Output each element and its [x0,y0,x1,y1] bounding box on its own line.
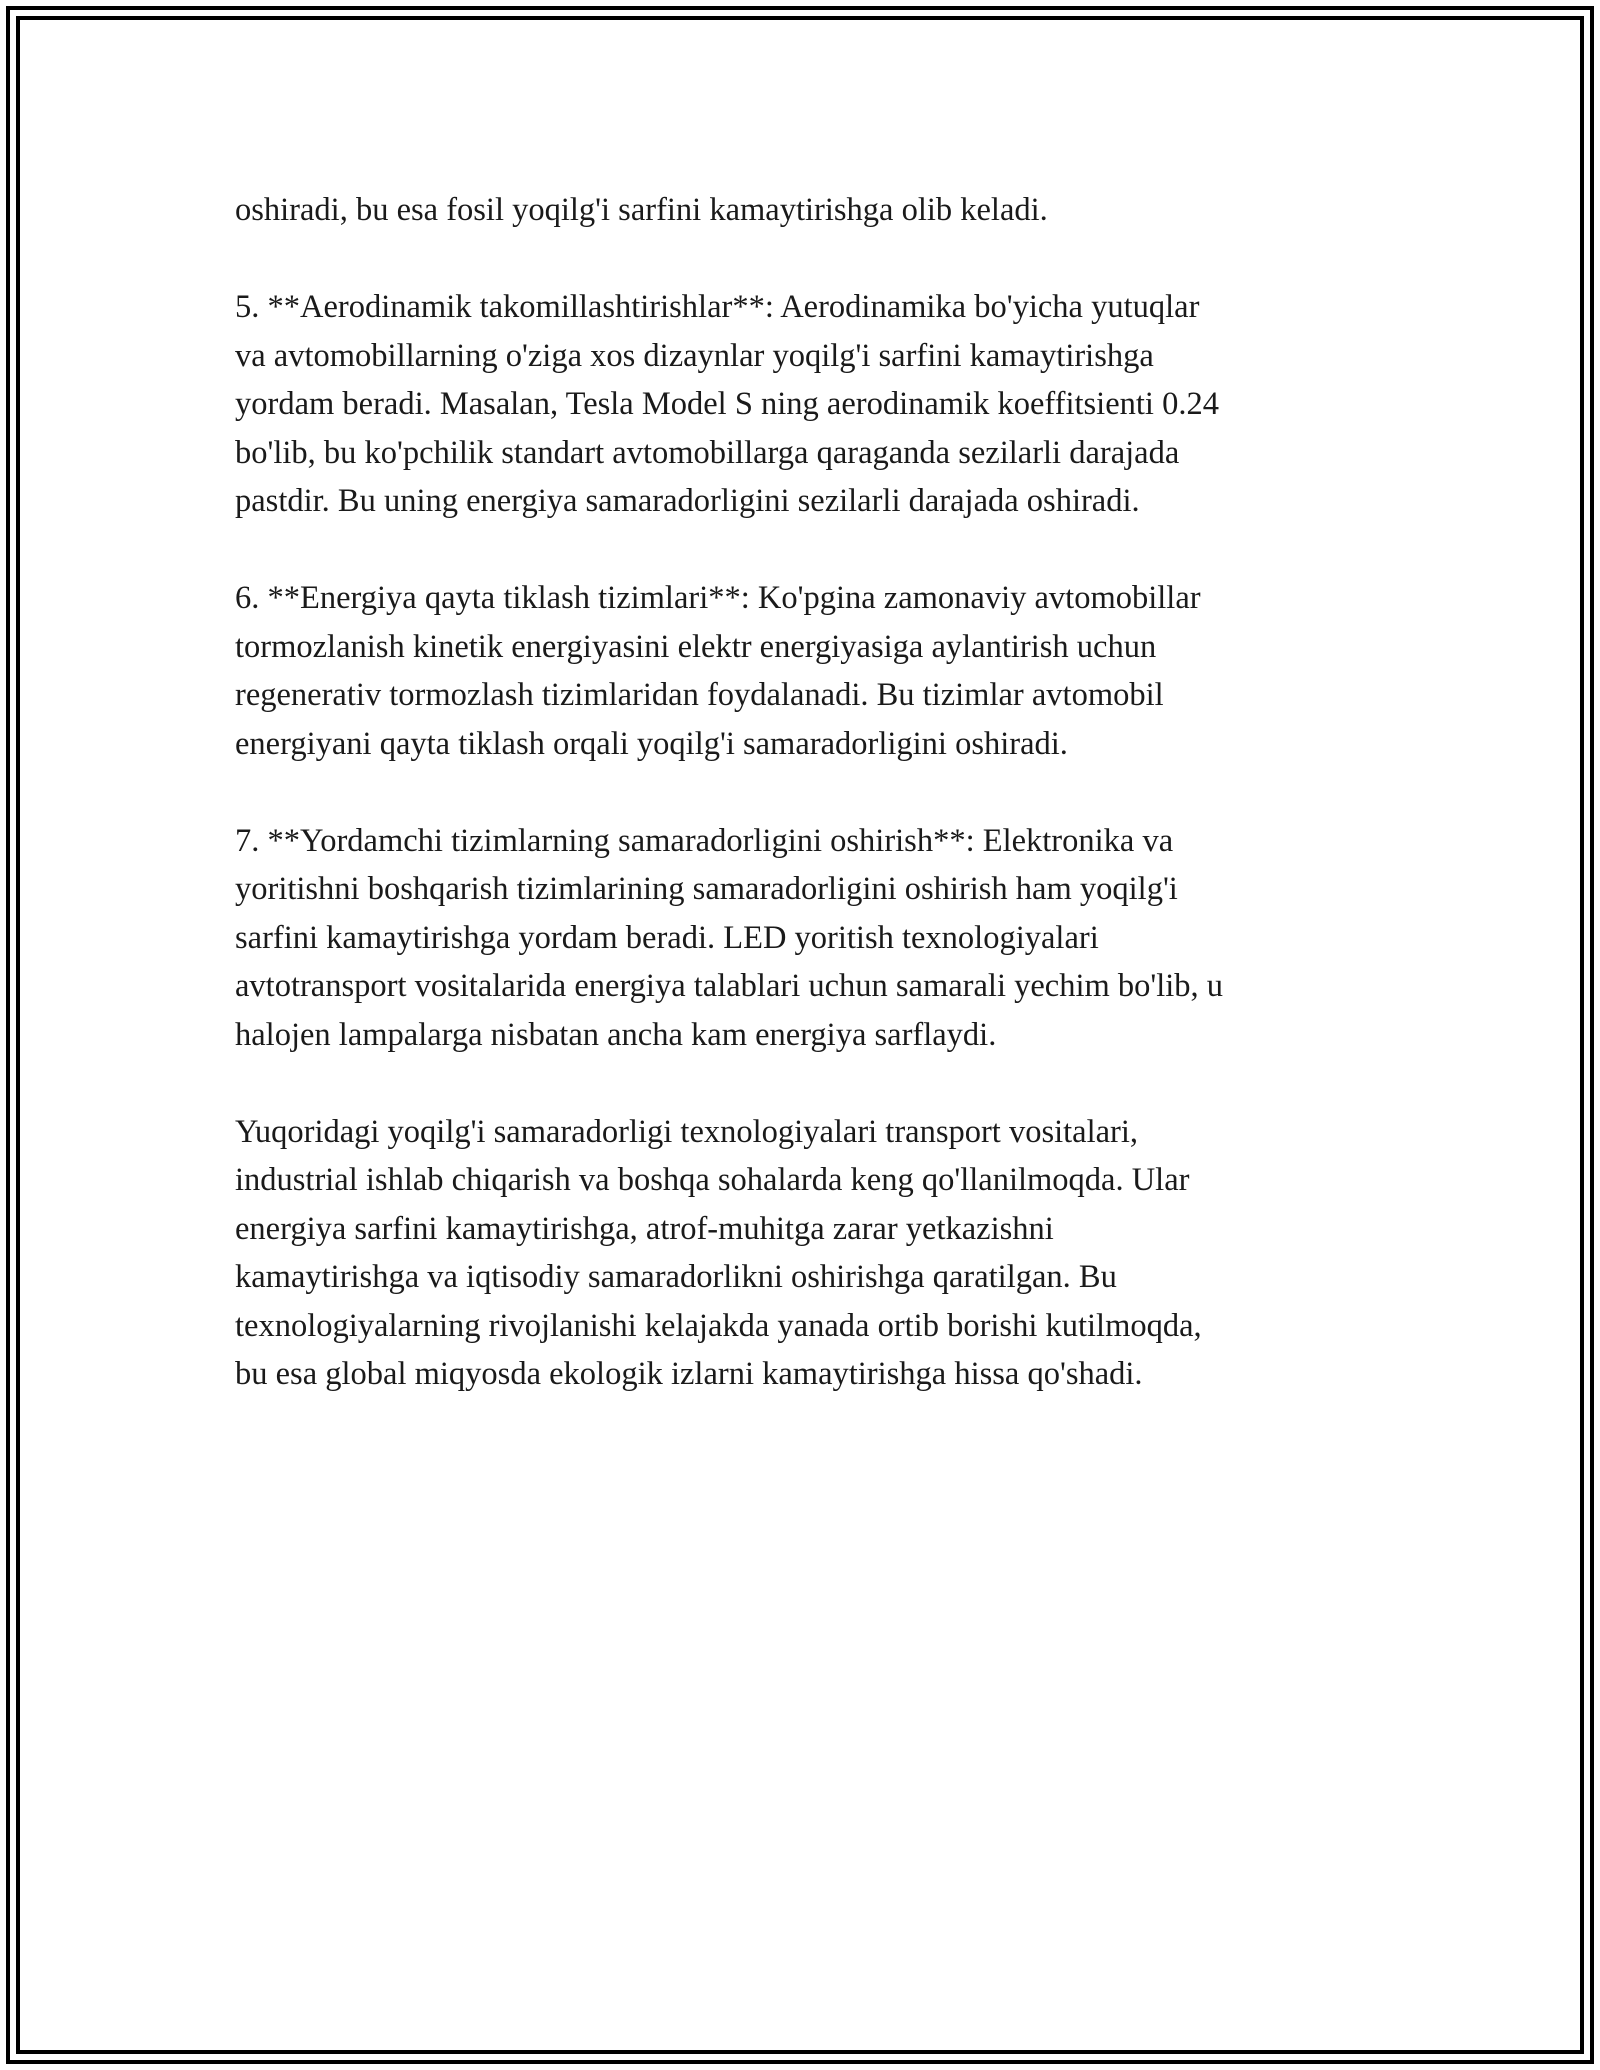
paragraph-aerodynamics [235,283,1365,526]
text-line: va avtomobillarning o'ziga xos dizaynlar yoqilg'i sarfini kamaytirishga [235,337,1154,374]
text-line: tormozlanish kinetik energiyasini elektr energiyasiga aylantirish uchun [235,628,1157,665]
text-line: industrial ishlab chiqarish va boshqa sohalarda keng qo'llanilmoqda. Ular [235,1162,1190,1198]
paragraph-conclusion [235,1108,1365,1399]
text-line: Yuqoridagi yoqilg'i samaradorligi texnologiyalari transport vositalari, [235,1113,1139,1150]
text-line: energiya sarfini kamaytirishga, atrof-muhitga zarar yetkazishni [235,1210,1054,1247]
text-line: avtotransport vositalarida energiya talablari uchun samarali yechim bo'lib, u [235,968,1224,1004]
text-line: energiyani qayta tiklash orqali yoqilg'i samaradorligini oshiradi. [235,725,1068,762]
text-line: regenerativ tormozlash tizimlaridan foydalanadi. Bu tizimlar avtomobil [235,677,1164,713]
text-line: oshiradi, bu esa fosil yoqilg'i sarfini kamaytirishga olib keladi. [235,192,1048,228]
text-line: halojen lampalarga nisbatan ancha kam energiya sarflaydi. [235,1016,997,1053]
text-line: pastdir. Bu uning energiya samaradorligini sezilarli darajada oshiradi. [235,483,1140,519]
text-line: bu esa global miqyosda ekologik izlarni kamaytirishga hissa qo'shadi. [235,1356,1143,1392]
text-line: texnologiyalarning rivojlanishi kelajakda yanada ortib borishi kutilmoqda, [235,1307,1202,1344]
text-line: sarfini kamaytirishga yordam beradi. LED yoritish texnologiyalari [235,919,1099,956]
text-line: yordam beradi. Masalan, Tesla Model S ning aerodinamik koeffitsienti 0.24 [235,386,1219,422]
paragraph-energy-recovery [235,574,1365,768]
text-line: yoritishni boshqarish tizimlarining samaradorligini oshirish ham yoqilg'i [235,871,1178,907]
document-body [235,186,1365,1447]
text-line: 6. **Energiya qayta tiklash tizimlari**: Ko'pgina zamonaviy avtomobillar [235,580,1201,616]
text-line: kamaytirishga va iqtisodiy samaradorlikni oshirishga qaratilgan. Bu [235,1259,1117,1295]
text-line: bo'lib, bu ko'pchilik standart avtomobillarga qaraganda sezilarli darajada [235,434,1180,471]
text-line: 7. **Yordamchi tizimlarning samaradorligini oshirish**: Elektronika va [235,822,1174,859]
paragraph-auxiliary-systems [235,817,1365,1060]
text-line: 5. **Aerodinamik takomillashtirishlar**: Aerodinamika bo'yicha yutuqlar [235,289,1200,325]
paragraph-continuation [235,186,1365,235]
